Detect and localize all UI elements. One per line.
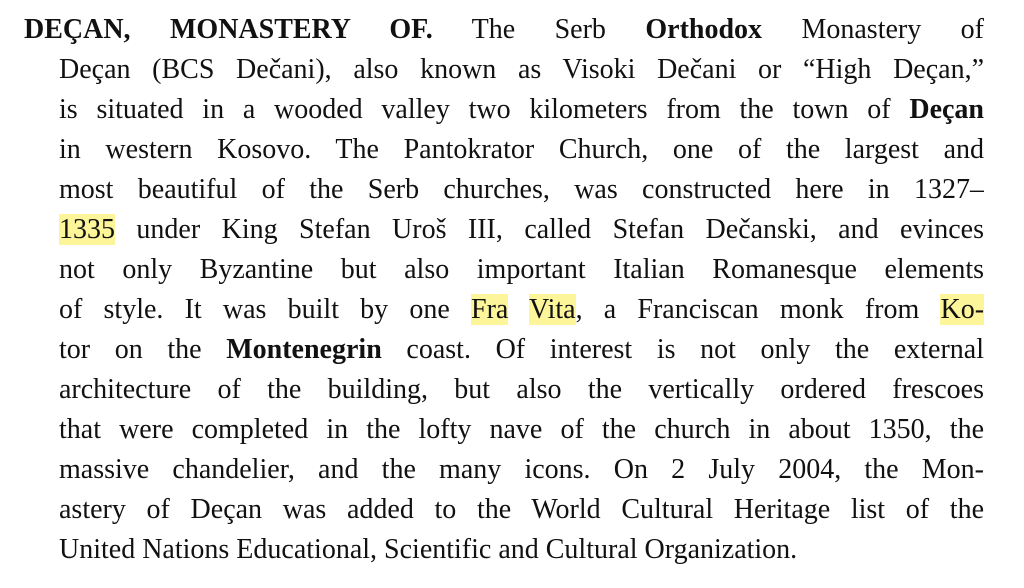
line-text: that were completed in the lofty nave of the church in about 1350, the [59, 414, 984, 445]
entry-line-2 [24, 50, 984, 90]
line-text: massive chandelier, and the many icons. On 2 July 2004, the Mon- [59, 454, 984, 485]
line-text: not only Byzantine but also important Italian Romanesque elements [59, 254, 984, 285]
highlight-ko: Ko- [940, 294, 984, 325]
entry-line-6 [24, 210, 984, 250]
entry-line-7 [24, 250, 984, 290]
line-text: Monastery of [762, 14, 984, 45]
entry-line-8 [24, 290, 984, 330]
crossref-montenegrin: Montenegrin [226, 334, 382, 365]
crossref-orthodox: Orthodox [645, 14, 763, 45]
crossref-decan: Deçan [909, 94, 984, 125]
line-text: is situated in a wooded valley two kilometers from the town of [59, 94, 910, 125]
line-text: most beautiful of the Serb churches, was constructed here in 1327– [59, 174, 984, 205]
highlight-fra: Fra [471, 294, 509, 325]
line-text: United Nations Educational, Scientific and Cultural Organization. [59, 534, 798, 565]
line-text: Deçan (BCS Dečani), also known as Visoki Dečani or “High Deçan,” [59, 54, 984, 85]
entry-line-4 [24, 130, 984, 170]
entry-line-13 [24, 490, 984, 530]
line-text: under King Stefan Uroš III, called Stefan Dečanski, and evinces [115, 214, 984, 245]
entry-line-9 [24, 330, 984, 370]
highlight-vita: Vita [529, 294, 576, 325]
line-text: of style. It was built by one [59, 294, 471, 325]
encyclopedia-entry [24, 10, 984, 570]
highlight-1335: 1335 [59, 214, 115, 245]
entry-headword: DEÇAN, MONASTERY OF. [24, 14, 433, 45]
line-text: , a Franciscan monk from [575, 294, 941, 325]
entry-line-10 [24, 370, 984, 410]
line-text: coast. Of interest is not only the external [381, 334, 984, 365]
entry-line-3 [24, 90, 984, 130]
entry-line-5 [24, 170, 984, 210]
entry-line-12 [24, 450, 984, 490]
entry-line-1 [24, 10, 984, 50]
line-text: tor on the [59, 334, 227, 365]
line-text [508, 294, 529, 325]
line-text: architecture of the building, but also the vertically ordered frescoes [59, 374, 984, 405]
line-text: astery of Deçan was added to the World Cultural Heritage list of the [59, 494, 984, 525]
entry-line-14 [24, 530, 984, 570]
entry-line-11 [24, 410, 984, 450]
line-text: The Serb [432, 14, 646, 45]
line-text: in western Kosovo. The Pantokrator Church, one of the largest and [59, 134, 984, 165]
